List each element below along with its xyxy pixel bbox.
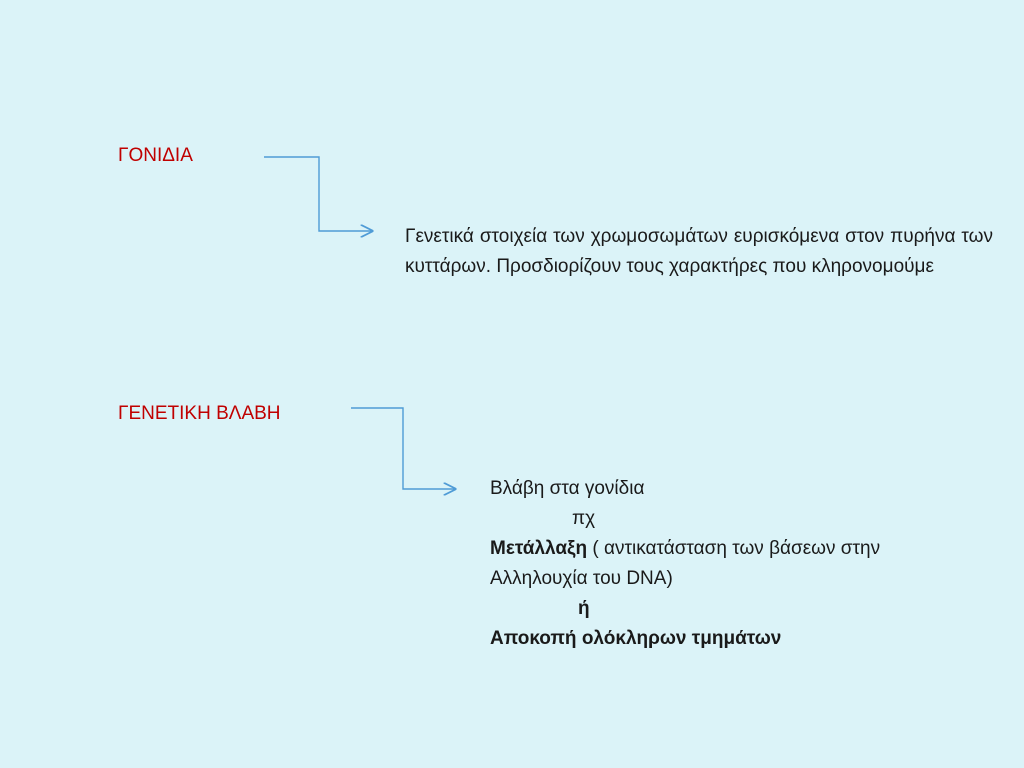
arrow-genes-to-definition xyxy=(264,157,372,231)
genetic-damage-details xyxy=(490,474,1010,654)
deletion-line: Αποκοπή ολόκληρων τμημάτων xyxy=(490,628,782,649)
mutation-term: Μετάλλαξη xyxy=(490,538,588,559)
damage-line-genes: Βλάβη στα γονίδια xyxy=(490,478,645,499)
arrow-damage-to-details xyxy=(351,408,455,489)
damage-example-label: πχ xyxy=(572,508,596,529)
genes-definition-text: Γενετικά στοιχεία των χρωμοσωμάτων ευρισκόμενα στον πυρήνα των κυττάρων. Προσδιορίζουν τους χαρακτήρες που κληρονομούμε xyxy=(405,226,993,277)
mutation-line xyxy=(490,534,1010,564)
mutation-description-continued: Αλληλουχία του DNA) xyxy=(490,568,673,589)
heading-genes: ΓΟΝΙΔΙΑ xyxy=(118,145,193,166)
mutation-description: ( αντικατάσταση των βάσεων στην xyxy=(587,538,881,559)
heading-genetic-damage: ΓΕΝΕΤΙΚΗ ΒΛΑΒΗ xyxy=(118,403,281,424)
or-conjunction: ή xyxy=(578,598,590,619)
